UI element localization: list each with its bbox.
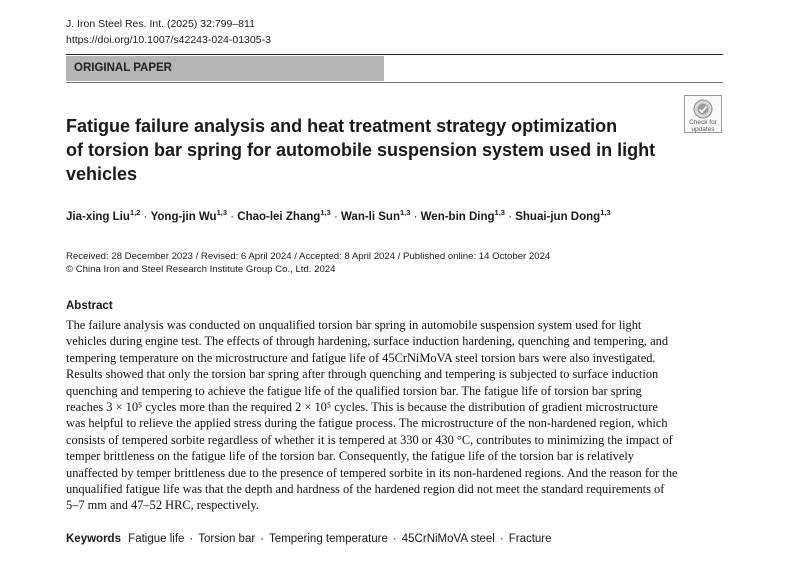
abstract-line: vehicles during engine test. The effects of through hardening, surface induction hardening, quenching and tempering, and [66, 334, 669, 349]
abstract-line: reaches 3 × 10⁵ cycles more than the required 2 × 10⁵ cycles. This is because the distribution of gradient microstructure [66, 400, 658, 415]
abstract-line: tempering temperature on the microstructure and fatigue life of 45CrNiMoVA steel torsion bars were also investigated. [66, 350, 656, 365]
doi-link[interactable]: https://doi.org/10.1007/s42243-024-01305-3 [66, 34, 271, 46]
author-separator: · [143, 210, 151, 223]
badge-text [685, 120, 721, 133]
author-separator: · [230, 210, 238, 223]
header-rule-top [66, 54, 723, 55]
author-separator: · [508, 210, 516, 223]
keyword-item[interactable]: Fracture [508, 533, 552, 545]
abstract-line: temper brittleness on the fatigue life of the torsion bar. Consequently, the fatigue life of the torsion bar is relatively [66, 449, 634, 464]
author-name[interactable]: Yong-jin Wu$^{1,3}$ [150, 208, 228, 223]
abstract-line: quenching and tempering to achieve the fatigue life of the qualified torsion bar. The fatigue life of torsion bar spring [66, 383, 642, 398]
keyword-separator: · [499, 533, 504, 545]
keyword-separator: · [392, 533, 397, 545]
author-separator: · [333, 210, 341, 223]
keyword-separator: · [260, 533, 265, 545]
author-separator: · [413, 210, 421, 223]
author-affiliation: 1,3 [600, 208, 611, 217]
abstract-line: was helpful to relieve the applied stress during the fatigue process. The microstructure of the non-hardened region, which [66, 416, 668, 431]
badge-text-line2: updates [691, 125, 715, 133]
author-name[interactable]: Wan-li Sun$^{1,3}$ [341, 208, 411, 223]
title-line: Fatigue failure analysis and heat treatment strategy optimization [66, 116, 618, 136]
abstract-line: 5–7 mm and 47–52 HRC, respectively. [66, 498, 259, 513]
abstract-line: unqualified fatigue life was that the depth and hardness of the hardened region did not meet the standard requirements of [66, 482, 665, 497]
header-rule-bottom [66, 82, 723, 83]
abstract-heading: Abstract [66, 300, 113, 312]
journal-citation: J. Iron Steel Res. Int. (2025) 32:799–811 [66, 18, 255, 30]
abstract-body [66, 317, 723, 514]
badge-text-line1: Check for [689, 119, 717, 126]
author-affiliation: 1,3 [320, 208, 331, 217]
author-list [66, 208, 611, 223]
copyright-notice: © China Iron and Steel Research Institute Group Co., Ltd. 2024 [66, 264, 336, 275]
title-line: vehicles [66, 164, 138, 184]
paper-type-banner: ORIGINAL PAPER [66, 56, 384, 81]
keywords-label: Keywords [66, 533, 121, 545]
abstract-line: consists of tempered sorbite regardless of whether it is tempered at 330 or 430 °C, contributes to minimizing the impact of [66, 432, 673, 447]
author-affiliation: 1,3 [216, 208, 228, 217]
check-for-updates-icon [693, 99, 713, 119]
keyword-item[interactable]: Tempering temperature [269, 533, 388, 545]
author-name[interactable]: Wen-bin Ding$^{1,3}$ [420, 208, 505, 223]
keyword-item[interactable]: 45CrNiMoVA steel [401, 533, 495, 545]
abstract-line: unaffected by temper brittleness due to the presence of tempered sorbite in its non-hardened regions. And the reason for the [66, 465, 678, 480]
title-line: of torsion bar spring for automobile suspension system used in light [66, 140, 656, 160]
author-affiliation: 1,3 [494, 208, 505, 217]
keyword-separator: · [189, 533, 194, 545]
check-for-updates-badge[interactable] [684, 95, 722, 133]
article-title [66, 114, 686, 186]
abstract-line: Results showed that only the torsion bar spring after through quenching and tempering is subjected to surface induction [66, 367, 659, 382]
keywords-list [128, 533, 551, 545]
author-affiliation: 1,3 [399, 208, 411, 217]
author-affiliation: 1,2 [129, 208, 141, 217]
keyword-item[interactable]: Fatigue life [128, 533, 185, 545]
keyword-item[interactable]: Torsion bar [198, 533, 256, 545]
publication-history: Received: 28 December 2023 / Revised: 6 April 2024 / Accepted: 8 April 2024 / Published online: 14 October 2024 [66, 251, 551, 262]
author-name[interactable]: Shuai-jun Dong$^{1,3}$ [515, 208, 611, 223]
author-name[interactable]: Chao-lei Zhang$^{1,3}$ [237, 208, 331, 223]
abstract-line: The failure analysis was conducted on unqualified torsion bar spring in automobile suspension system used for light [66, 318, 642, 332]
author-name[interactable]: Jia-xing Liu$^{1,2}$ [66, 208, 141, 223]
keywords [66, 533, 552, 545]
